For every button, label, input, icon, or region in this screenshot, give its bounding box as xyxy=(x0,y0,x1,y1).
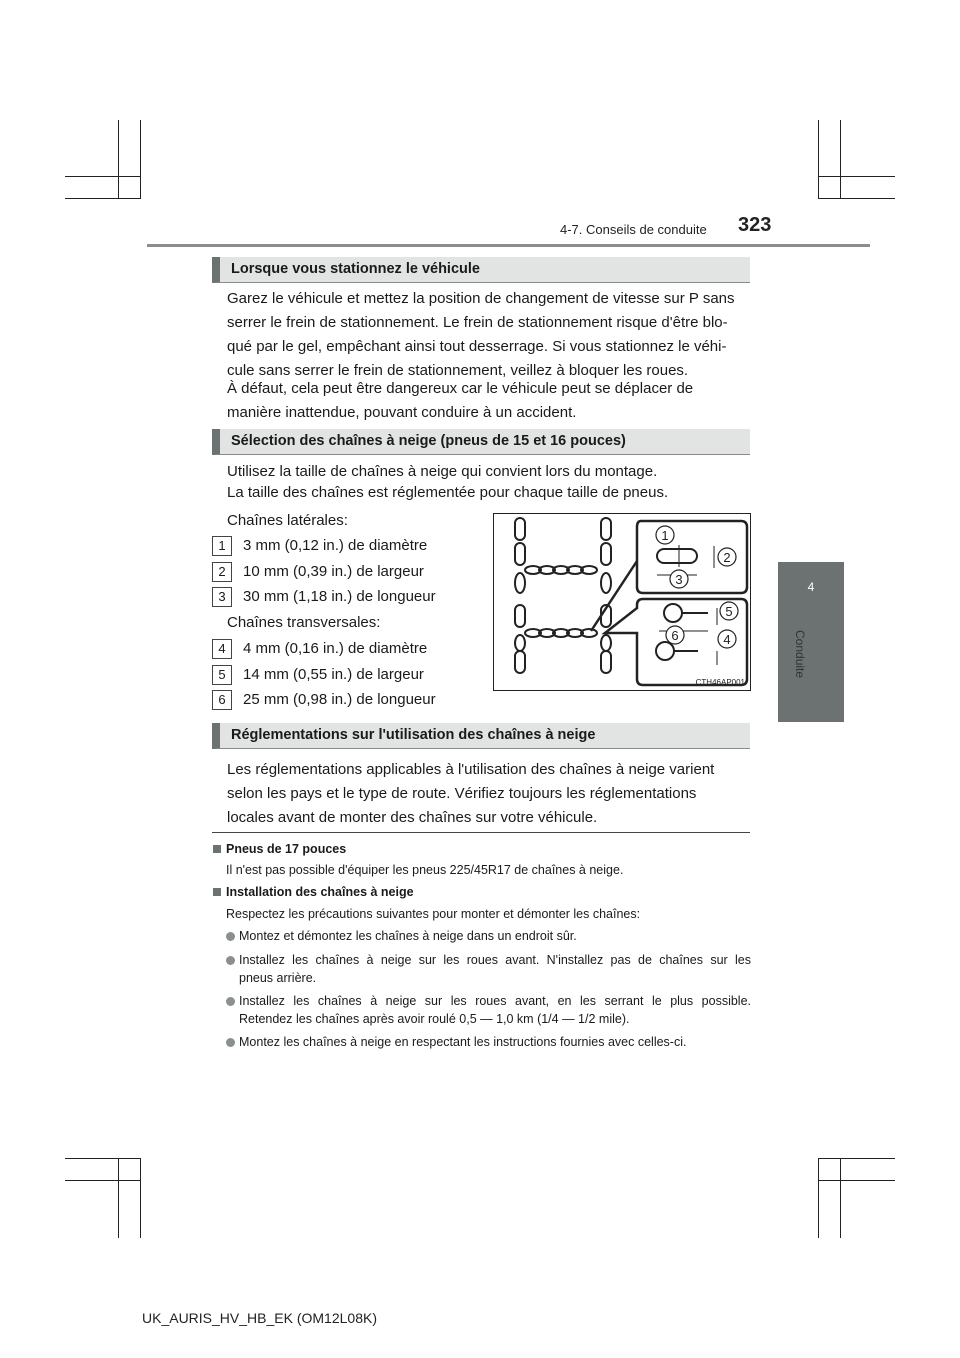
crop-mark xyxy=(118,120,119,199)
crop-mark xyxy=(140,120,141,199)
section-heading-text: Lorsque vous stationnez le véhicule xyxy=(231,261,480,277)
page-number: 323 xyxy=(738,214,772,236)
square-bullet-icon xyxy=(213,845,221,853)
text-line: À défaut, cela peut être dangereux car le véhicule peut se déplacer de xyxy=(227,380,694,397)
spec-number-1: 1 xyxy=(212,536,232,556)
note-title-tires17: Pneus de 17 pouces xyxy=(226,842,347,856)
text-line: cule sans serrer le frein de stationnement, veillez à bloquer les roues. xyxy=(227,362,689,379)
crop-mark xyxy=(818,1158,819,1238)
parking-warning-paragraph xyxy=(227,377,745,425)
callout-label: 6 xyxy=(671,628,679,643)
crop-mark xyxy=(818,120,819,199)
callout-label: 5 xyxy=(725,604,733,619)
note-text-tires17: Il n'est pas possible d'équiper les pneus 225/45R17 de chaînes à neige. xyxy=(226,863,624,877)
snow-chain-diagram xyxy=(493,513,751,691)
cross-chains-label: Chaînes transversales: xyxy=(227,614,381,631)
spec-text-6: 25 mm (0,98 in.) de longueur xyxy=(243,691,436,708)
note-intro-install: Respectez les précautions suivantes pour monter et démonter les chaînes: xyxy=(226,907,641,921)
spec-number-3: 3 xyxy=(212,587,232,607)
text-line: Les réglementations applicables à l'utilisation des chaînes à neige varient xyxy=(227,761,715,778)
crop-mark xyxy=(65,1158,140,1159)
square-bullet-icon xyxy=(213,888,221,896)
round-bullet-icon xyxy=(226,932,235,941)
chapter-number: 4 xyxy=(807,580,815,594)
bullet-line: Installez les chaînes à neige sur les roues avant, en les serrant le plus possible. xyxy=(239,994,751,1008)
spec-text-2: 10 mm (0,39 in.) de largeur xyxy=(243,563,424,580)
header-rule xyxy=(147,244,870,247)
regulations-paragraph xyxy=(227,758,745,830)
crop-mark xyxy=(65,198,140,199)
bullet-line: Installez les chaînes à neige sur les roues avant. N'installez pas de chaînes sur les xyxy=(239,953,751,967)
callout-label: 4 xyxy=(723,632,731,647)
crop-mark xyxy=(840,120,841,199)
bullet-text: Montez et démontez les chaînes à neige dans un endroit sûr. xyxy=(239,929,577,943)
round-bullet-icon xyxy=(226,956,235,965)
round-bullet-icon xyxy=(226,997,235,1006)
spec-number-4: 4 xyxy=(212,639,232,659)
callout-label: 1 xyxy=(661,528,669,543)
document-code: UK_AURIS_HV_HB_EK (OM12L08K) xyxy=(142,1310,377,1326)
bullet-text: Montez les chaînes à neige en respectant les instructions fournies avec celles-ci. xyxy=(239,1035,687,1049)
figure-code: CTH46AP001 xyxy=(695,678,745,687)
parking-paragraph xyxy=(227,287,745,383)
spec-number-6: 6 xyxy=(212,690,232,710)
chapter-label xyxy=(783,630,843,690)
side-chains-label: Chaînes latérales: xyxy=(227,512,348,529)
bullet-text xyxy=(239,951,751,987)
text-line: qué par le gel, empêchant ainsi tout desserrage. Si vous stationnez le véhi- xyxy=(227,338,727,355)
spec-text-5: 14 mm (0,55 in.) de largeur xyxy=(243,666,424,683)
text-line: locales avant de monter des chaînes sur votre véhicule. xyxy=(227,809,598,826)
section-heading-regulations xyxy=(212,723,750,749)
crop-mark xyxy=(65,176,140,177)
crop-mark xyxy=(818,176,895,177)
section-heading-parking xyxy=(212,257,750,283)
note-title-install: Installation des chaînes à neige xyxy=(226,885,414,899)
section-heading-text: Sélection des chaînes à neige (pneus de 15 et 16 pouces) xyxy=(231,433,626,449)
spec-text-4: 4 mm (0,16 in.) de diamètre xyxy=(243,640,428,657)
spec-text-3: 30 mm (1,18 in.) de longueur xyxy=(243,588,436,605)
crop-mark xyxy=(65,1180,140,1181)
chains-intro-line: La taille des chaînes est réglementée pour chaque taille de pneus. xyxy=(227,484,669,501)
section-heading-chains xyxy=(212,429,750,455)
crop-mark xyxy=(818,198,895,199)
callout-label: 3 xyxy=(675,572,683,587)
text-line: Garez le véhicule et mettez la position de changement de vitesse sur P sans xyxy=(227,290,735,307)
crop-mark xyxy=(118,1158,119,1238)
section-title: 4-7. Conseils de conduite xyxy=(560,222,707,237)
text-line: serrer le frein de stationnement. Le frein de stationnement risque d'être blo- xyxy=(227,314,728,331)
round-bullet-icon xyxy=(226,1038,235,1047)
bullet-line: Retendez les chaînes après avoir roulé 0,5 — 1,0 km (1/4 — 1/2 mile). xyxy=(239,1012,630,1026)
section-heading-text: Réglementations sur l'utilisation des chaînes à neige xyxy=(231,727,596,743)
crop-mark xyxy=(818,1180,895,1181)
chapter-label-text: Conduite xyxy=(793,630,807,679)
crop-mark xyxy=(840,1158,841,1238)
text-line: selon les pays et le type de route. Vérifiez toujours les réglementations xyxy=(227,785,697,802)
crop-mark xyxy=(818,1158,895,1159)
bullet-line: pneus arrière. xyxy=(239,971,317,985)
spec-number-2: 2 xyxy=(212,562,232,582)
text-line: manière inattendue, pouvant conduire à un accident. xyxy=(227,404,577,421)
spec-text-1: 3 mm (0,12 in.) de diamètre xyxy=(243,537,428,554)
chains-intro-line: Utilisez la taille de chaînes à neige qui convient lors du montage. xyxy=(227,463,658,480)
crop-mark xyxy=(140,1158,141,1238)
spec-number-5: 5 xyxy=(212,665,232,685)
bullet-text xyxy=(239,992,751,1028)
notes-divider xyxy=(212,832,750,833)
callout-label: 2 xyxy=(723,550,731,565)
